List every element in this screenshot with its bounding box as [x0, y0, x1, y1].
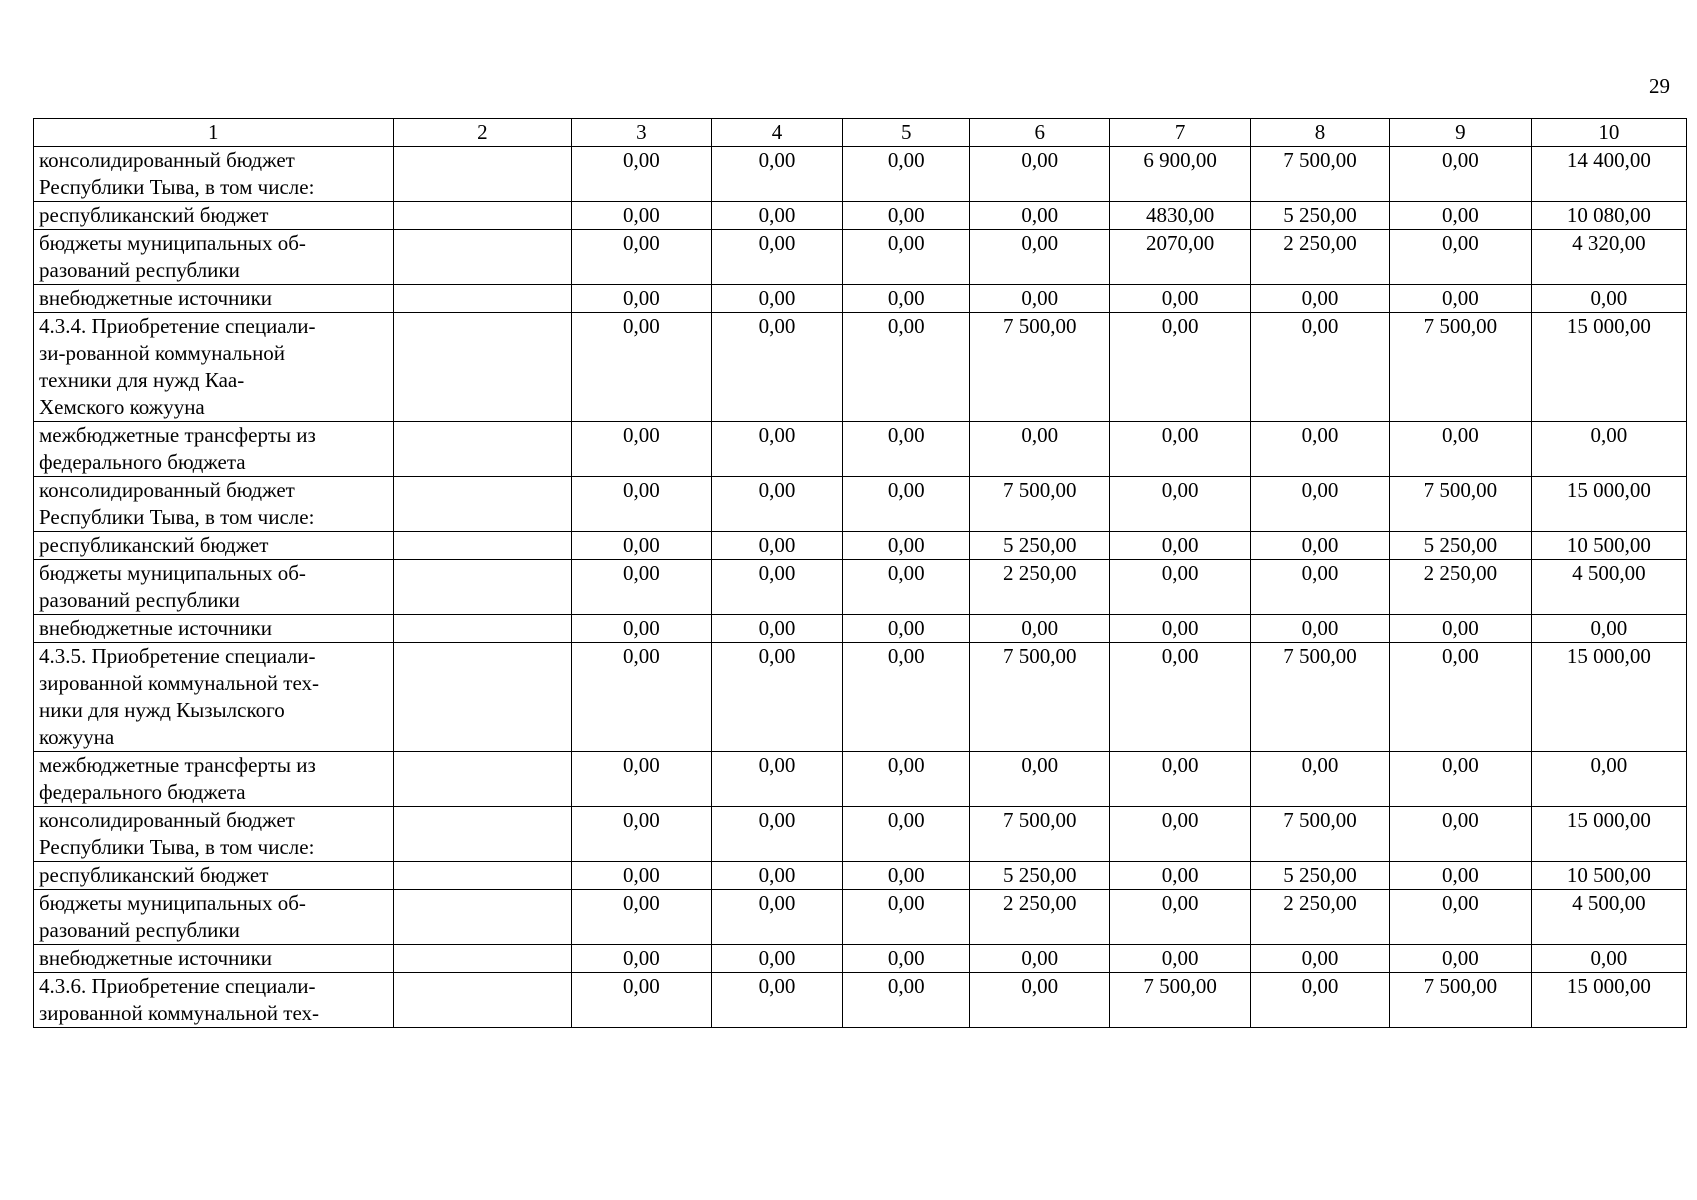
value-cell: 7 500,00: [970, 643, 1110, 752]
row-label-line: техники для нужд Каа-: [39, 368, 245, 392]
value-cell: 0,00: [843, 285, 970, 313]
value-cell: 2 250,00: [1250, 230, 1389, 285]
value-cell: 0,00: [572, 945, 711, 973]
value-cell: 0,00: [1110, 862, 1250, 890]
value-cell: 0,00: [970, 285, 1110, 313]
value-cell: 2 250,00: [970, 560, 1110, 615]
table-row: [34, 202, 1687, 230]
value-cell: 0,00: [572, 422, 711, 477]
value-cell: 0,00: [572, 147, 711, 202]
column-2-cell: [393, 477, 572, 532]
value-cell: 6 900,00: [1110, 147, 1250, 202]
value-cell: 0,00: [711, 477, 843, 532]
value-cell: 0,00: [711, 945, 843, 973]
value-cell: 0,00: [711, 973, 843, 1028]
value-cell: 0,00: [711, 422, 843, 477]
value-cell: 5 250,00: [1390, 532, 1531, 560]
value-cell: 0,00: [711, 532, 843, 560]
value-cell: 4 500,00: [1531, 890, 1686, 945]
value-cell: 0,00: [970, 752, 1110, 807]
table-row: [34, 643, 1687, 752]
value-cell: 0,00: [1110, 313, 1250, 422]
table-row: [34, 945, 1687, 973]
table-row: [34, 973, 1687, 1028]
value-cell: 5 250,00: [970, 532, 1110, 560]
row-label: [34, 202, 394, 230]
row-label: [34, 615, 394, 643]
value-cell: 0,00: [711, 202, 843, 230]
row-label-line: разований республики: [39, 588, 240, 612]
row-label-line: республиканский бюджет: [39, 533, 269, 557]
value-cell: 0,00: [1250, 313, 1389, 422]
column-2-cell: [393, 862, 572, 890]
value-cell: 15 000,00: [1531, 313, 1686, 422]
value-cell: 0,00: [1250, 752, 1389, 807]
value-cell: 7 500,00: [1250, 147, 1389, 202]
column-2-cell: [393, 422, 572, 477]
value-cell: 0,00: [843, 422, 970, 477]
row-label: [34, 285, 394, 313]
value-cell: 0,00: [1390, 230, 1531, 285]
value-cell: 0,00: [843, 230, 970, 285]
value-cell: 0,00: [843, 615, 970, 643]
column-2-cell: [393, 532, 572, 560]
value-cell: 0,00: [843, 862, 970, 890]
column-header: 1: [34, 119, 394, 147]
value-cell: 0,00: [970, 147, 1110, 202]
value-cell: 0,00: [1110, 890, 1250, 945]
row-label-line: внебюджетные источники: [39, 616, 273, 640]
row-label-line: 4.3.4. Приобретение специали-: [39, 314, 316, 338]
value-cell: 0,00: [843, 313, 970, 422]
value-cell: 7 500,00: [1250, 643, 1389, 752]
row-label-line: Республики Тыва, в том числе:: [39, 505, 315, 529]
value-cell: 15 000,00: [1531, 807, 1686, 862]
value-cell: 0,00: [843, 807, 970, 862]
value-cell: 7 500,00: [1390, 313, 1531, 422]
row-label: [34, 643, 394, 752]
value-cell: 0,00: [711, 147, 843, 202]
table-row: [34, 285, 1687, 313]
value-cell: 0,00: [843, 532, 970, 560]
value-cell: 0,00: [711, 807, 843, 862]
value-cell: 0,00: [1250, 615, 1389, 643]
value-cell: 10 500,00: [1531, 862, 1686, 890]
row-label-line: консолидированный бюджет: [39, 148, 295, 172]
row-label-line: 4.3.5. Приобретение специали-: [39, 644, 316, 668]
value-cell: 0,00: [572, 615, 711, 643]
value-cell: 0,00: [1531, 285, 1686, 313]
value-cell: 0,00: [1390, 147, 1531, 202]
value-cell: 7 500,00: [1250, 807, 1389, 862]
row-label: [34, 477, 394, 532]
value-cell: 4 500,00: [1531, 560, 1686, 615]
table-row: [34, 313, 1687, 422]
value-cell: 0,00: [970, 230, 1110, 285]
table-row: [34, 890, 1687, 945]
column-2-cell: [393, 560, 572, 615]
value-cell: 0,00: [572, 560, 711, 615]
column-header: 5: [843, 119, 970, 147]
value-cell: 0,00: [1250, 532, 1389, 560]
value-cell: 0,00: [1390, 202, 1531, 230]
table-body: [34, 147, 1687, 1028]
value-cell: 0,00: [970, 973, 1110, 1028]
column-header: 2: [393, 119, 572, 147]
value-cell: 0,00: [970, 615, 1110, 643]
table-row: [34, 230, 1687, 285]
value-cell: 0,00: [711, 230, 843, 285]
budget-table: [33, 118, 1687, 1028]
value-cell: 0,00: [711, 285, 843, 313]
table-row: [34, 615, 1687, 643]
value-cell: 0,00: [1390, 862, 1531, 890]
value-cell: 7 500,00: [1390, 973, 1531, 1028]
row-label: [34, 230, 394, 285]
column-2-cell: [393, 313, 572, 422]
value-cell: 0,00: [843, 945, 970, 973]
column-2-cell: [393, 890, 572, 945]
row-label-line: зированной коммунальной тех-: [39, 1001, 320, 1025]
value-cell: 0,00: [711, 752, 843, 807]
value-cell: 7 500,00: [970, 807, 1110, 862]
row-label-line: 4.3.6. Приобретение специали-: [39, 974, 316, 998]
value-cell: 0,00: [1531, 422, 1686, 477]
table-row: [34, 807, 1687, 862]
row-label-line: зированной коммунальной тех-: [39, 671, 320, 695]
row-label: [34, 890, 394, 945]
value-cell: 0,00: [711, 560, 843, 615]
value-cell: 0,00: [1390, 890, 1531, 945]
column-2-cell: [393, 752, 572, 807]
table-row: [34, 477, 1687, 532]
row-label-line: зи-рованной коммунальной: [39, 341, 286, 365]
value-cell: 0,00: [1110, 560, 1250, 615]
value-cell: 0,00: [711, 890, 843, 945]
table-row: [34, 560, 1687, 615]
row-label: [34, 532, 394, 560]
value-cell: 0,00: [970, 202, 1110, 230]
column-2-cell: [393, 202, 572, 230]
value-cell: 0,00: [572, 643, 711, 752]
table-row: [34, 532, 1687, 560]
value-cell: 0,00: [970, 422, 1110, 477]
row-label: [34, 560, 394, 615]
row-label-line: внебюджетные источники: [39, 946, 273, 970]
value-cell: 0,00: [1250, 973, 1389, 1028]
column-2-cell: [393, 147, 572, 202]
value-cell: 0,00: [1110, 532, 1250, 560]
value-cell: 0,00: [843, 147, 970, 202]
value-cell: 0,00: [1390, 752, 1531, 807]
column-header: 3: [572, 119, 711, 147]
value-cell: 7 500,00: [970, 477, 1110, 532]
value-cell: 0,00: [843, 202, 970, 230]
value-cell: 0,00: [843, 560, 970, 615]
value-cell: 15 000,00: [1531, 643, 1686, 752]
column-header: 8: [1250, 119, 1389, 147]
value-cell: 0,00: [572, 890, 711, 945]
value-cell: 0,00: [843, 477, 970, 532]
table-header-row: [34, 119, 1687, 147]
row-label: [34, 973, 394, 1028]
column-header: 9: [1390, 119, 1531, 147]
value-cell: 0,00: [711, 862, 843, 890]
row-label-line: Республики Тыва, в том числе:: [39, 835, 315, 859]
value-cell: 0,00: [1390, 807, 1531, 862]
column-2-cell: [393, 615, 572, 643]
value-cell: 0,00: [1390, 615, 1531, 643]
row-label: [34, 147, 394, 202]
value-cell: 7 500,00: [1110, 973, 1250, 1028]
value-cell: 7 500,00: [1390, 477, 1531, 532]
value-cell: 4830,00: [1110, 202, 1250, 230]
value-cell: 0,00: [1110, 285, 1250, 313]
value-cell: 0,00: [572, 532, 711, 560]
row-label: [34, 807, 394, 862]
value-cell: 0,00: [1110, 477, 1250, 532]
column-header: 6: [970, 119, 1110, 147]
row-label-line: федерального бюджета: [39, 780, 246, 804]
value-cell: 0,00: [1390, 945, 1531, 973]
column-2-cell: [393, 807, 572, 862]
row-label-line: республиканский бюджет: [39, 203, 269, 227]
value-cell: 0,00: [843, 643, 970, 752]
value-cell: 0,00: [1110, 615, 1250, 643]
row-label-line: внебюджетные источники: [39, 286, 273, 310]
value-cell: 2 250,00: [970, 890, 1110, 945]
value-cell: 0,00: [1390, 643, 1531, 752]
value-cell: 0,00: [1531, 945, 1686, 973]
value-cell: 0,00: [1390, 422, 1531, 477]
value-cell: 0,00: [1110, 422, 1250, 477]
row-label-line: кожууна: [39, 725, 115, 749]
value-cell: 2 250,00: [1250, 890, 1389, 945]
value-cell: 0,00: [572, 477, 711, 532]
row-label: [34, 422, 394, 477]
value-cell: 10 500,00: [1531, 532, 1686, 560]
row-label: [34, 313, 394, 422]
column-2-cell: [393, 643, 572, 752]
column-2-cell: [393, 973, 572, 1028]
value-cell: 0,00: [572, 202, 711, 230]
row-label-line: республиканский бюджет: [39, 863, 269, 887]
row-label-line: межбюджетные трансферты из: [39, 753, 316, 777]
table-row: [34, 147, 1687, 202]
value-cell: 5 250,00: [1250, 862, 1389, 890]
row-label-line: консолидированный бюджет: [39, 808, 295, 832]
row-label-line: ники для нужд Кызылского: [39, 698, 285, 722]
column-2-cell: [393, 285, 572, 313]
row-label-line: федерального бюджета: [39, 450, 246, 474]
table-row: [34, 862, 1687, 890]
value-cell: 10 080,00: [1531, 202, 1686, 230]
row-label-line: бюджеты муниципальных об-: [39, 231, 306, 255]
value-cell: 0,00: [1250, 945, 1389, 973]
value-cell: 0,00: [970, 945, 1110, 973]
value-cell: 0,00: [1250, 285, 1389, 313]
row-label-line: бюджеты муниципальных об-: [39, 891, 306, 915]
value-cell: 0,00: [572, 862, 711, 890]
value-cell: 0,00: [572, 973, 711, 1028]
page-number: 29: [1649, 74, 1670, 98]
column-2-cell: [393, 230, 572, 285]
value-cell: 0,00: [1110, 945, 1250, 973]
value-cell: 0,00: [843, 973, 970, 1028]
value-cell: 7 500,00: [970, 313, 1110, 422]
value-cell: 0,00: [572, 313, 711, 422]
row-label-line: Хемского кожууна: [39, 395, 205, 419]
value-cell: 0,00: [1250, 422, 1389, 477]
column-2-cell: [393, 945, 572, 973]
value-cell: 0,00: [572, 807, 711, 862]
row-label: [34, 945, 394, 973]
row-label-line: Республики Тыва, в том числе:: [39, 175, 315, 199]
column-header: 4: [711, 119, 843, 147]
value-cell: 0,00: [572, 230, 711, 285]
value-cell: 15 000,00: [1531, 973, 1686, 1028]
value-cell: 2070,00: [1110, 230, 1250, 285]
value-cell: 0,00: [1531, 752, 1686, 807]
value-cell: 0,00: [1110, 643, 1250, 752]
column-header: 10: [1531, 119, 1686, 147]
value-cell: 0,00: [1250, 560, 1389, 615]
value-cell: 14 400,00: [1531, 147, 1686, 202]
value-cell: 0,00: [1531, 615, 1686, 643]
value-cell: 0,00: [1250, 477, 1389, 532]
row-label-line: разований республики: [39, 258, 240, 282]
value-cell: 0,00: [1390, 285, 1531, 313]
value-cell: 0,00: [711, 643, 843, 752]
value-cell: 5 250,00: [1250, 202, 1389, 230]
row-label-line: разований республики: [39, 918, 240, 942]
value-cell: 15 000,00: [1531, 477, 1686, 532]
row-label-line: бюджеты муниципальных об-: [39, 561, 306, 585]
row-label-line: межбюджетные трансферты из: [39, 423, 316, 447]
value-cell: 0,00: [843, 752, 970, 807]
value-cell: 0,00: [572, 285, 711, 313]
table-row: [34, 422, 1687, 477]
value-cell: 0,00: [1110, 752, 1250, 807]
value-cell: 5 250,00: [970, 862, 1110, 890]
value-cell: 0,00: [1110, 807, 1250, 862]
row-label: [34, 862, 394, 890]
value-cell: 0,00: [843, 890, 970, 945]
value-cell: 0,00: [711, 313, 843, 422]
value-cell: 0,00: [572, 752, 711, 807]
row-label: [34, 752, 394, 807]
value-cell: 2 250,00: [1390, 560, 1531, 615]
column-header: 7: [1110, 119, 1250, 147]
value-cell: 0,00: [711, 615, 843, 643]
value-cell: 4 320,00: [1531, 230, 1686, 285]
row-label-line: консолидированный бюджет: [39, 478, 295, 502]
table-row: [34, 752, 1687, 807]
